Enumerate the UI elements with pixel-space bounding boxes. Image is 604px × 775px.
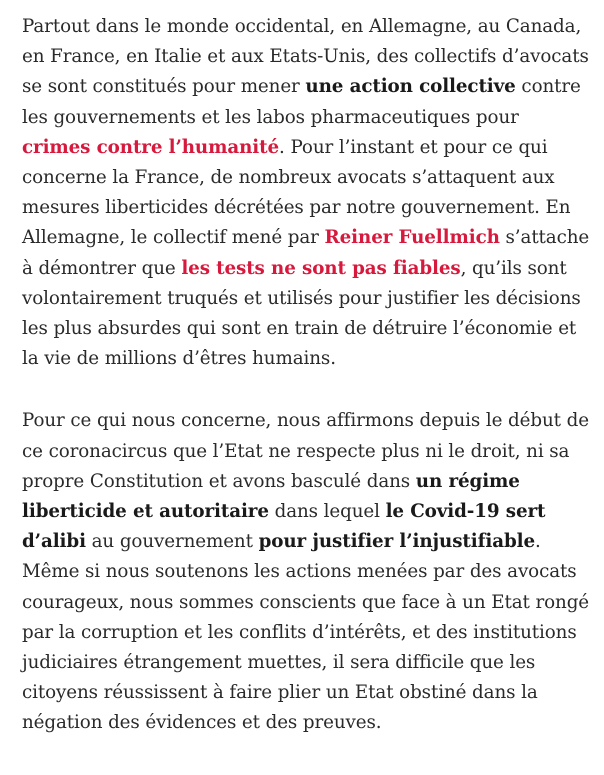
paragraph-2 [22,406,590,738]
link-tests-pas-fiables[interactable]: les tests ne sont pas fiables [181,257,461,279]
text-segment: Partout dans le monde occidental, en Allemagne, au Canada, en France, en Italie et aux Etats-Unis, des collectifs d’avocats se sont constitués pour mener [22,16,589,98]
text-segment: Pour ce qui nous concerne, nous affirmons depuis le début de ce coronacircus que l’Etat ne respecte plus ni le droit, ni sa propre Constitution et avons basculé dans [22,410,589,492]
text-segment: , qu’ils sont volontairement truqués et utilisés pour justifier les décisions les plus absurdes qui sont en train de détruire l’économie et la vie de millions d’êtres humains. [22,257,581,370]
text-segment: dans lequel [268,501,386,523]
article-body [22,12,590,771]
paragraph-1 [22,12,590,374]
link-reiner-fuellmich[interactable]: Reiner Fuellmich [324,227,500,249]
text-segment: contre les gouvernements et les labos pharmaceutiques pour [22,76,581,128]
text-segment: . Même si nous soutenons les actions menées par des avocats courageux, nous sommes conscients que face à un Etat rongé par la corruption et les conflits d’intérêts, et des institutions judiciaires étrangement muettes, il sera difficile que les citoyens réussissent à faire plier un Etat obstiné dans la négation des évidences et des preuves. [22,531,590,734]
bold-phrase-covid-alibi: le Covid-19 sert d’alibi [22,501,546,553]
text-segment: au gouvernement [85,531,259,553]
text-segment: s’attache à démontrer que [22,227,590,279]
bold-phrase-regime-liberticide: un régime liberticide et autoritaire [22,470,520,523]
bold-phrase-justifier-injustifiable: pour justifier l’injustifiable [258,531,536,553]
bold-phrase-action-collective: une action collective [305,76,516,98]
text-segment: . Pour l’instant et pour ce qui concerne la France, de nombreux avocats s’attaquent aux mesures liberticides décrétées par notre gouvernement. En Allemagne, le collectif mené par [22,136,571,249]
link-crimes-contre-humanite[interactable]: crimes contre l’humanité [22,136,280,158]
